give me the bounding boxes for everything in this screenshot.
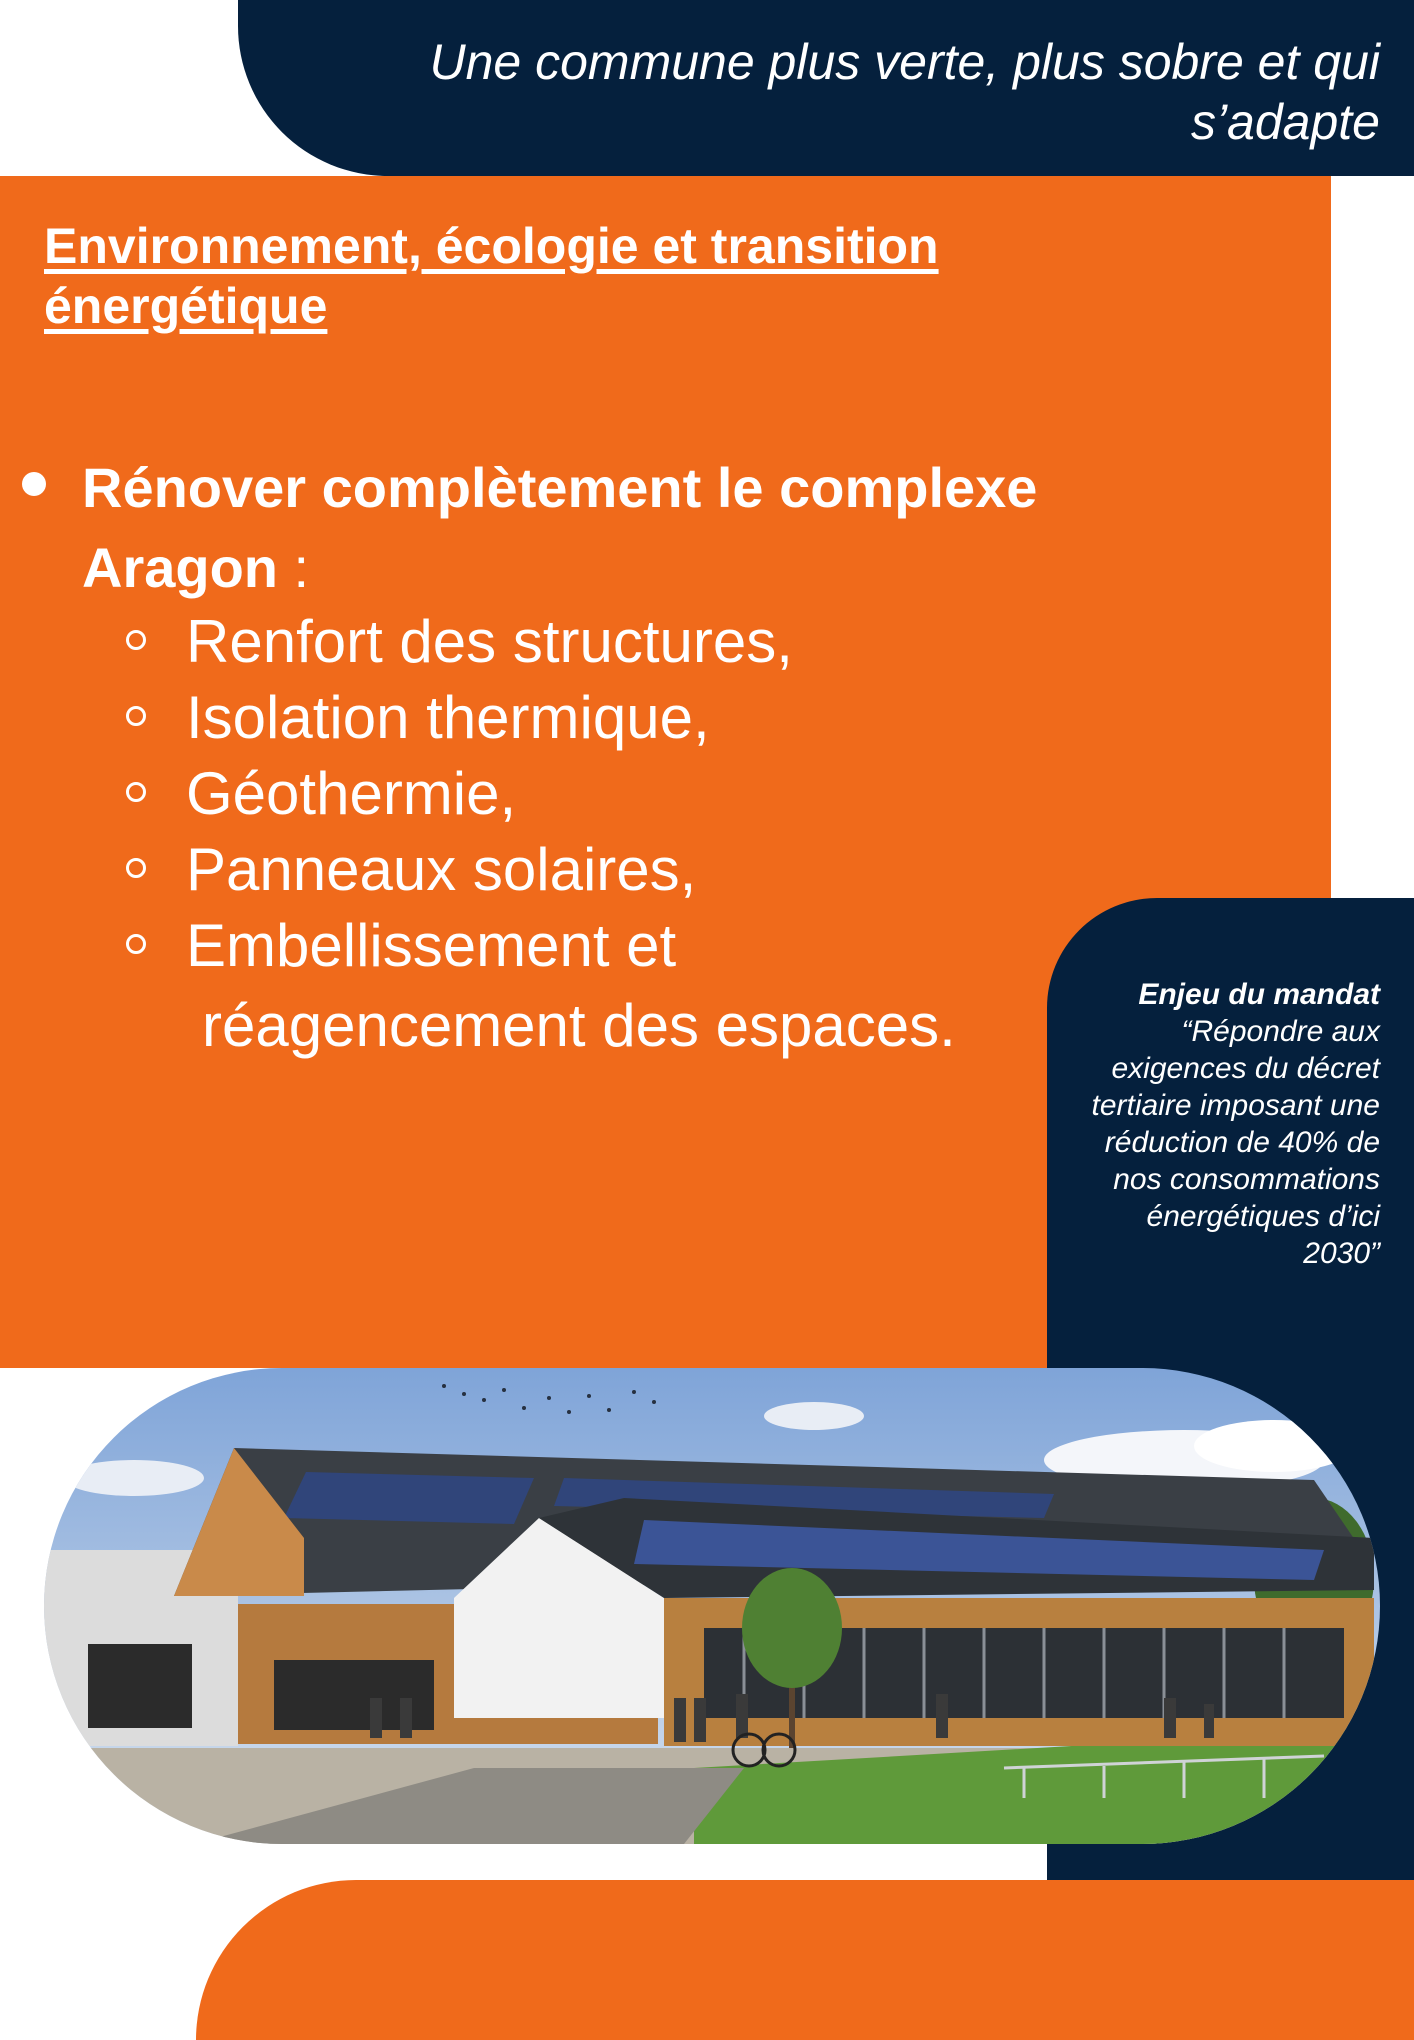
- sub-item-text: Géothermie,: [186, 760, 517, 827]
- side-panel-text: [1080, 976, 1380, 1272]
- section-title: Environnement, écologie et transition énergétique: [44, 218, 939, 334]
- building-photo: [44, 1368, 1380, 1844]
- sub-item: [126, 832, 1026, 908]
- bullet-dot-icon: [22, 472, 46, 496]
- main-bullet-suffix: :: [278, 536, 310, 599]
- sub-item-text: Renfort des structures,: [186, 608, 793, 675]
- building-illustration: [44, 1368, 1380, 1844]
- header-title: Une commune plus verte, plus sobre et qui s’adapte: [429, 34, 1380, 150]
- sub-item: [126, 680, 1026, 756]
- circle-bullet-icon: [126, 858, 146, 878]
- sub-item-text: Panneaux solaires,: [186, 836, 697, 903]
- sidebar-heading: Enjeu du mandat: [1138, 978, 1380, 1011]
- sub-item: [126, 604, 1026, 680]
- sub-item-text: Embellissement et: [186, 912, 677, 979]
- circle-bullet-icon: [126, 934, 146, 954]
- sub-item: [126, 908, 1026, 984]
- circle-bullet-icon: [126, 782, 146, 802]
- bottom-orange-band: [196, 1880, 1414, 2040]
- sidebar-quote: “Répondre aux exigences du décret tertiaire imposant une réduction de 40% de nos consommations énergétiques d’ici 2030”: [1091, 1015, 1380, 1270]
- main-bullet: [82, 448, 1232, 608]
- circle-bullet-icon: [126, 706, 146, 726]
- circle-bullet-icon: [126, 630, 146, 650]
- main-bullet-bold-text: Rénover complètement le complexe Aragon: [82, 456, 1038, 599]
- sub-item: [126, 756, 1026, 832]
- sub-item-text: Isolation thermique,: [186, 684, 710, 751]
- sub-item-continuation: réagencement des espaces.: [202, 992, 956, 1059]
